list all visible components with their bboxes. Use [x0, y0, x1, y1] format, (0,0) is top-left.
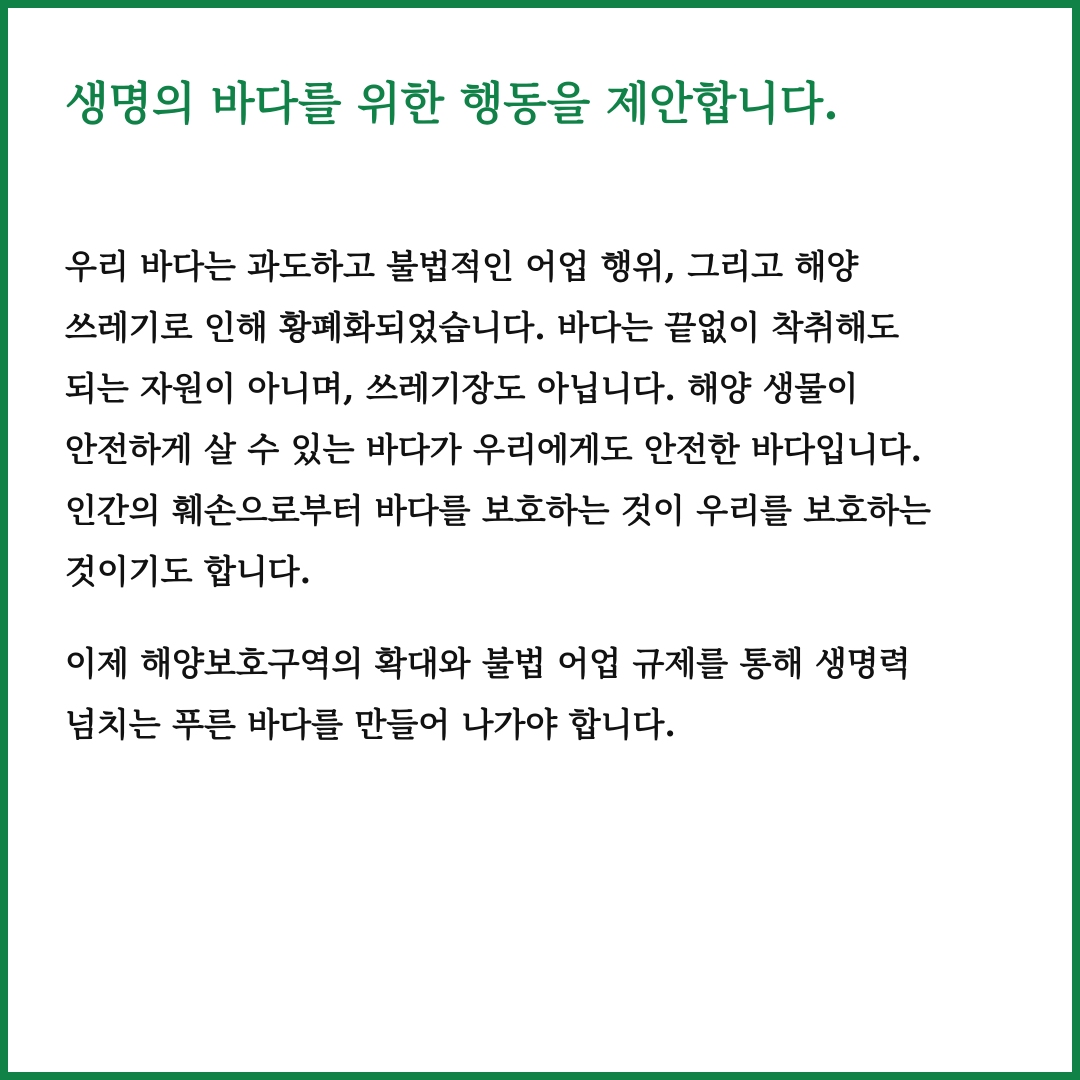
paragraph-1-line-2: 쓰레기로 인해 황폐화되었습니다. 바다는 끝없이 착취해도: [65, 308, 900, 347]
paragraph-1-line-3: 되는 자원이 아니며, 쓰레기장도 아닙니다. 해양 생물이: [65, 369, 859, 408]
paragraph-1-line-4: 안전하게 살 수 있는 바다가 우리에게도 안전한 바다입니다.: [65, 430, 922, 469]
paragraph-1: [65, 236, 1025, 602]
paragraph-spacer: [65, 602, 1025, 633]
paragraph-2: [65, 633, 1025, 755]
page-title: 생명의 바다를 위한 행동을 제안합니다.: [65, 77, 839, 130]
body-text: [65, 236, 1025, 755]
paragraph-1-line-1: 우리 바다는 과도하고 불법적인 어업 행위, 그리고 해양: [65, 247, 859, 286]
paragraph-2-line-1: 이제 해양보호구역의 확대와 불법 어업 규제를 통해 생명력: [65, 644, 911, 683]
paragraph-1-line-6: 것이기도 합니다.: [65, 552, 312, 591]
paragraph-2-line-2: 넘치는 푸른 바다를 만들어 나가야 합니다.: [65, 705, 676, 744]
paragraph-1-line-5: 인간의 훼손으로부터 바다를 보호하는 것이 우리를 보호하는: [65, 491, 931, 530]
